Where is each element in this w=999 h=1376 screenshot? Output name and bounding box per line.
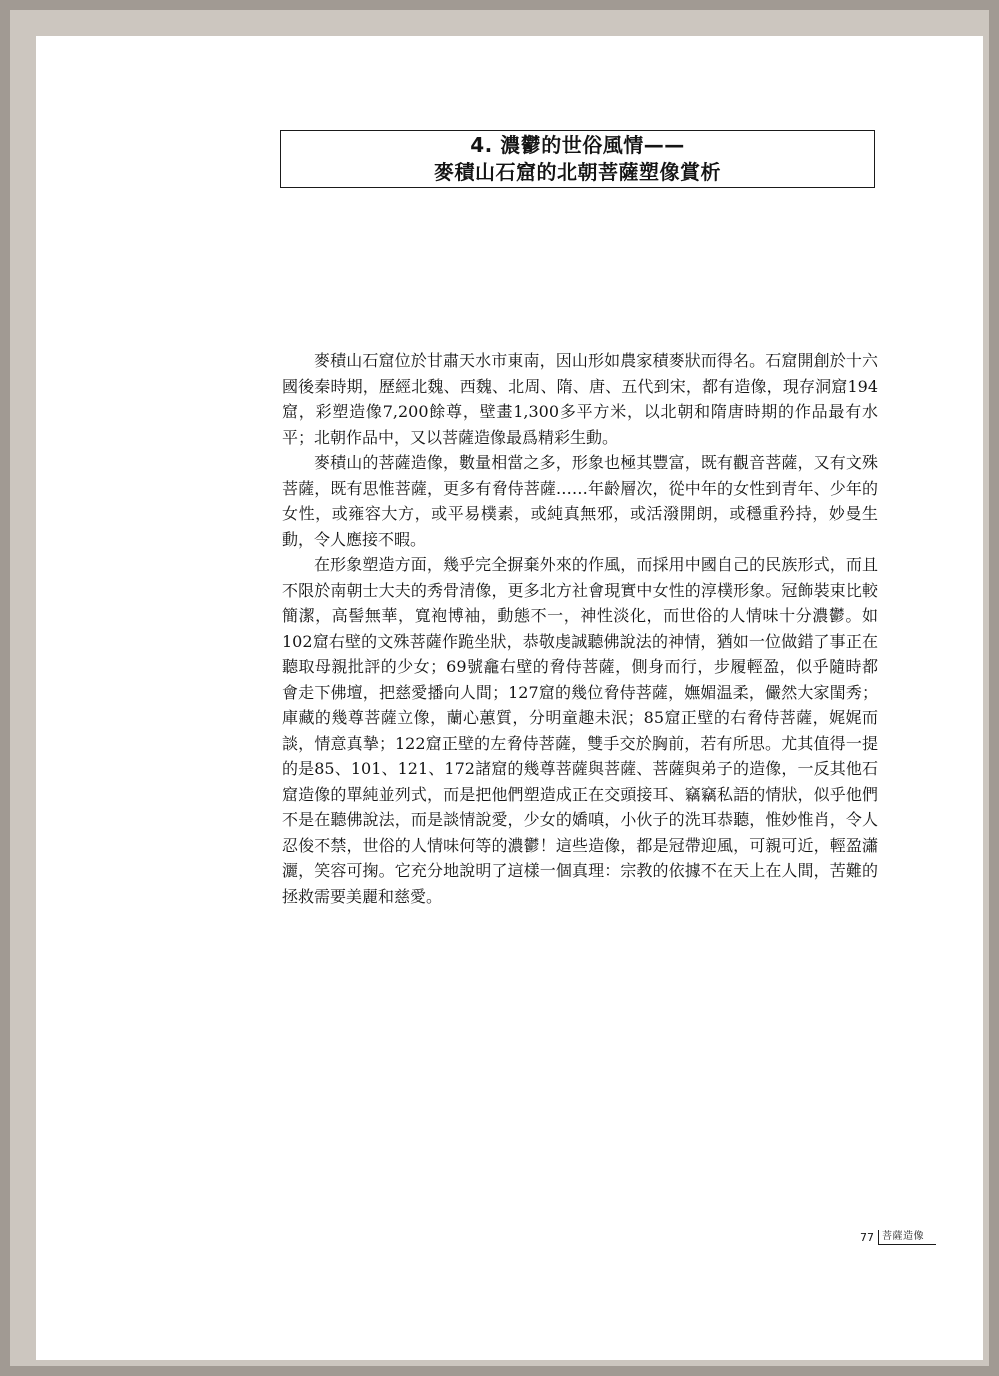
body-paragraph-2: 麥積山的菩薩造像，數量相當之多，形象也極其豐富，既有觀音菩薩，又有文殊菩薩，既有思惟菩薩，更多有脅侍菩薩……年齡層次，從中年的女性到青年、少年的女性，或雍容大方，或平易樸素，或純真無邪，或活潑開朗，或穩重矜持，妙曼生動，令人應接不暇。 [282,453,878,549]
book-page [36,36,983,1360]
page-footer [860,1229,936,1245]
scan-frame [10,10,989,1366]
body-paragraph-3: 在形象塑造方面，幾乎完全摒棄外來的作風，而採用中國自己的民族形式，而且不限於南朝士大夫的秀骨清像，更多北方社會現實中女性的淳樸形象。冠飾裝束比較簡潔，高髻無華，寬袍博袖，動態不一，神性淡化，而世俗的人情味十分濃鬱。如102窟右壁的文殊菩薩作跪坐狀，恭敬虔誠聽佛說法的神情，猶如一位做錯了事正在聽取母親批評的少女；69號龕右壁的脅侍菩薩，側身而行，步履輕盈，似乎隨時都會走下佛壇，把慈愛播向人間；127窟的幾位脅侍菩薩，嫵媚温柔，儼然大家閨秀；庫藏的幾尊菩薩立像，蘭心蕙質，分明童趣未泯；85窟正壁的右脅侍菩薩，娓娓而談，情意真摯；122窟正壁的左脅侍菩薩，雙手交於胸前，若有所思。尤其值得一提的是85、101、121、172諸窟的幾尊菩薩與菩薩、菩薩與弟子的造像，一反其他石窟造像的單純並列式，而是把他們塑造成正在交頭接耳、竊竊私語的情狀，似乎他們不是在聽佛說法，而是談情說愛，少女的嬌嗔，小伙子的洗耳恭聽，惟妙惟肖，令人忍俊不禁，世俗的人情味何等的濃鬱！這些造像，都是冠帶迎風，可親可近，輕盈瀟灑，笑容可掬。它充分地說明了這樣一個真理：宗教的依據不在天上在人間，苦難的拯救需要美麗和慈愛。 [282,555,878,906]
chapter-title-line-2: 麥積山石窟的北朝菩薩塑像賞析 [434,160,721,184]
chapter-title-line-1: 4. 濃鬱的世俗風情—— [470,133,685,157]
body-text [282,348,878,909]
running-title: 菩薩造像 [878,1230,936,1245]
page-number: 77 [860,1231,874,1244]
body-paragraph-1: 麥積山石窟位於甘肅天水市東南，因山形如農家積麥狀而得名。石窟開創於十六國後秦時期，歷經北魏、西魏、北周、隋、唐、五代到宋，都有造像，現存洞窟194窟，彩塑造像7,200餘尊，壁畫1,300多平方米，以北朝和隋唐時期的作品最有水平；北朝作品中，又以菩薩造像最爲精彩生動。 [282,351,878,447]
chapter-title-box [280,130,875,188]
